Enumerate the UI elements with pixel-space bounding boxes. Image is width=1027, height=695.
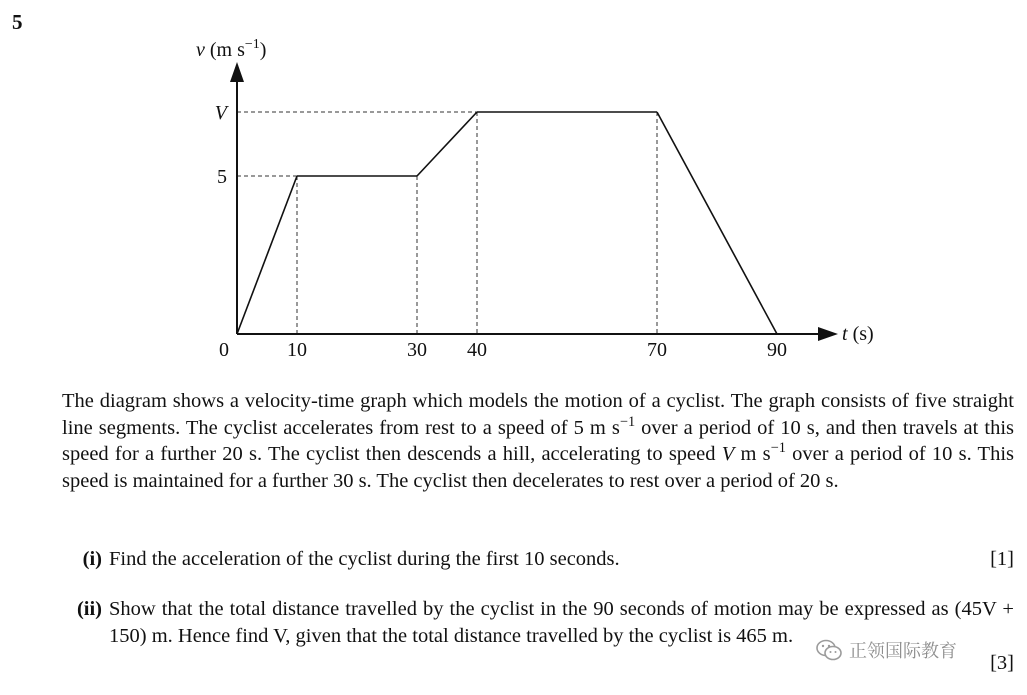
- velocity-segment: [417, 112, 477, 176]
- y-tick-labels: [215, 102, 230, 188]
- part-label: (i): [82, 548, 102, 570]
- x-tick-label: 30: [407, 339, 427, 361]
- y-tick-label: V: [214, 102, 227, 124]
- x-tick-label: 70: [647, 339, 667, 361]
- watermark-text: 正领国际教育: [849, 641, 957, 662]
- x-tick-labels: [219, 339, 787, 361]
- x-tick-label: 10: [287, 339, 307, 361]
- part-text: Show that the total distance travelled by the cyclist in the 90 seconds of motion may be expressed as (45V + 150) m. Hence find V, given that the total distance travelled by the cyclist is 465 m.: [109, 598, 1014, 647]
- part-i: [62, 546, 1014, 576]
- y-tick-label: 5: [217, 166, 227, 188]
- wechat-icon: [815, 636, 843, 664]
- x-tick-label: 90: [767, 339, 787, 361]
- x-tick-label: 0: [219, 339, 229, 361]
- velocity-segment: [237, 176, 297, 334]
- velocity-series: [237, 112, 777, 334]
- axes: [230, 62, 838, 341]
- part-label: (ii): [76, 598, 102, 620]
- axis-labels: [196, 37, 874, 345]
- x-axis-label: t (s): [842, 323, 874, 345]
- x-axis-arrow: [818, 327, 838, 341]
- part-marks: [3]: [990, 652, 1014, 674]
- question-number: 5: [12, 10, 23, 34]
- dashed-guides: [237, 112, 657, 334]
- part-marks: [1]: [990, 548, 1014, 570]
- watermark: [815, 636, 957, 664]
- x-tick-label: 40: [467, 339, 487, 361]
- velocity-segment: [657, 112, 777, 334]
- part-text: Find the acceleration of the cyclist during the first 10 seconds.: [109, 548, 620, 570]
- y-axis-arrow: [230, 62, 244, 82]
- y-axis-label: v (m $s^{-1}$): [196, 37, 267, 61]
- question-paragraph: The diagram shows a velocity-time graph which models the motion of a cyclist. The graph consists of five straight line segments. The cyclist accelerates from rest to a speed of 5 m $s^{-1}$ over a period of 10 s, and then travels at this speed for a further 20 s. The cyclist then descends a hill, accelerating to speed V m $s^{-1}$ over a period of 10 s. This speed is maintained for a further 30 s. The cyclist then decelerates to rest over a period of 20 s.: [62, 390, 1014, 492]
